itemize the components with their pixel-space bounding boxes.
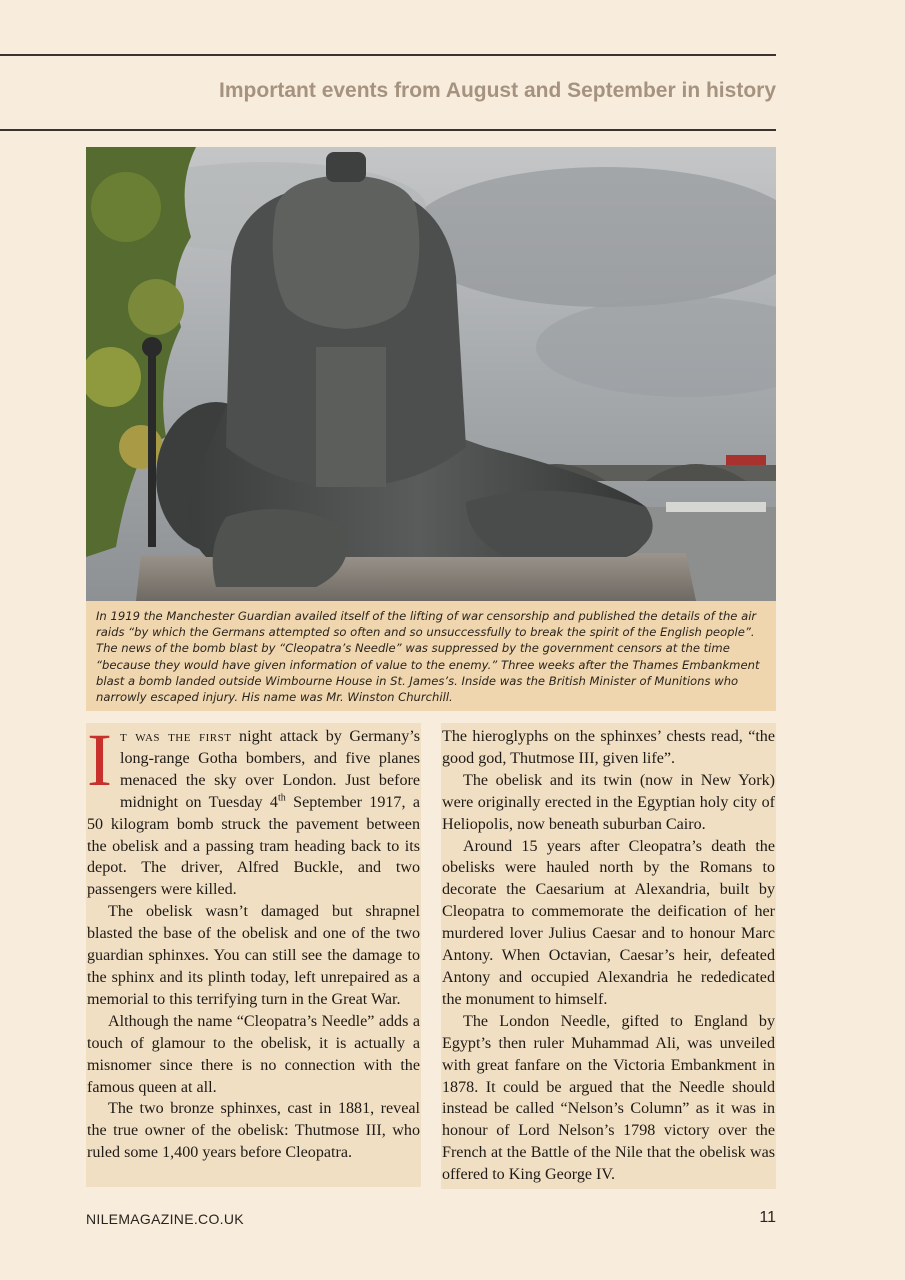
drop-cap: I (87, 723, 112, 802)
article-paragraph-5: The hieroglyphs on the sphinxes’ chests read, “the good god, Thutmose III, given life”. (442, 728, 775, 767)
header-top-rule (0, 54, 776, 56)
article-paragraph-4: The two bronze sphinxes, cast in 1881, reveal the true owner of the obelisk: Thutmose III, who ruled some 1,400 years before Cleopatra. (87, 1100, 420, 1162)
article-paragraph-8: The London Needle, gifted to England by Egypt’s then ruler Muhammad Ali, was unveiled with great fanfare on the Victoria Embankment in 1878. It could be argued that the Needle should instead be called “Nelson’s Column” as it was in honour of Lord Nelson’s 1798 victory over the French at the Battle of the Nile that the obelisk was offered to King George IV. (442, 1012, 775, 1184)
article-paragraph-6: The obelisk and its twin (now in New York) were originally erected in the Egyptian holy city of Heliopolis, now beneath suburban Cairo. (442, 771, 775, 833)
article-paragraph-2: The obelisk wasn’t damaged but shrapnel blasted the base of the obelisk and one of the two guardian sphinxes. You can still see the damage to the sphinx and its plinth today, left unrepaired as a memorial to this terrifying turn in the Great War. (87, 903, 420, 1008)
paragraph-1-text-a: night attack by Germany’s long-range Gotha bombers, and five planes menaced the sky over London. Just before midnight on Tuesday 4 (119, 728, 420, 811)
sphinx-photo (86, 147, 776, 601)
header-bottom-rule (0, 129, 776, 131)
article-column-right (441, 723, 776, 1189)
article-paragraph-3: Although the name “Cleopatra’s Needle” adds a touch of glamour to the obelisk, it is actually a misnomer since there is no connection with the famous queen at all. (87, 1012, 420, 1096)
paragraph-1-text-b: September 1917, a 50 kilogram bomb struck the pavement between the obelisk and a passing tram heading back to its depot. The driver, Alfred Buckle, and two passengers were killed. (87, 793, 421, 899)
page-number: 11 (759, 1209, 776, 1226)
section-title: Important events from August and September in history (219, 79, 776, 102)
photo-caption: In 1919 the Manchester Guardian availed itself of the lifting of war censorship and published the details of the air raids “by which the Germans attempted so often and so unsuccessfully to break the spirit of the English people”. The news of the bomb blast by “Cleopatra’s Needle” was suppressed by the government censors at the time “because they would have given information of value to the enemy.” Three weeks after the Thames Embankment blast a bomb landed outside Wimbourne House in St. James’s. Inside was the British Minister of Munitions who narrowly escaped injury. His name was Mr. Winston Churchill. (86, 601, 776, 711)
article-paragraph-1 (87, 723, 421, 901)
lead-in: t was the first (119, 728, 232, 745)
article-paragraph-7: Around 15 years after Cleopatra’s death the obelisks were hauled north by the Romans to decorate the Caesarium at Alexandria, built by Cleopatra to commemorate the deification of her murdered lover Julius Caesar and to honour Marc Antony. When Octavian, Caesar’s heir, defeated Antony and occupied Alexandria he rededicated the monument to himself. (442, 837, 775, 1008)
footer-site-url: NILEMAGAZINE.CO.UK (86, 1211, 244, 1227)
article-column-left (86, 723, 421, 1187)
ordinal-suffix: th (277, 792, 286, 804)
